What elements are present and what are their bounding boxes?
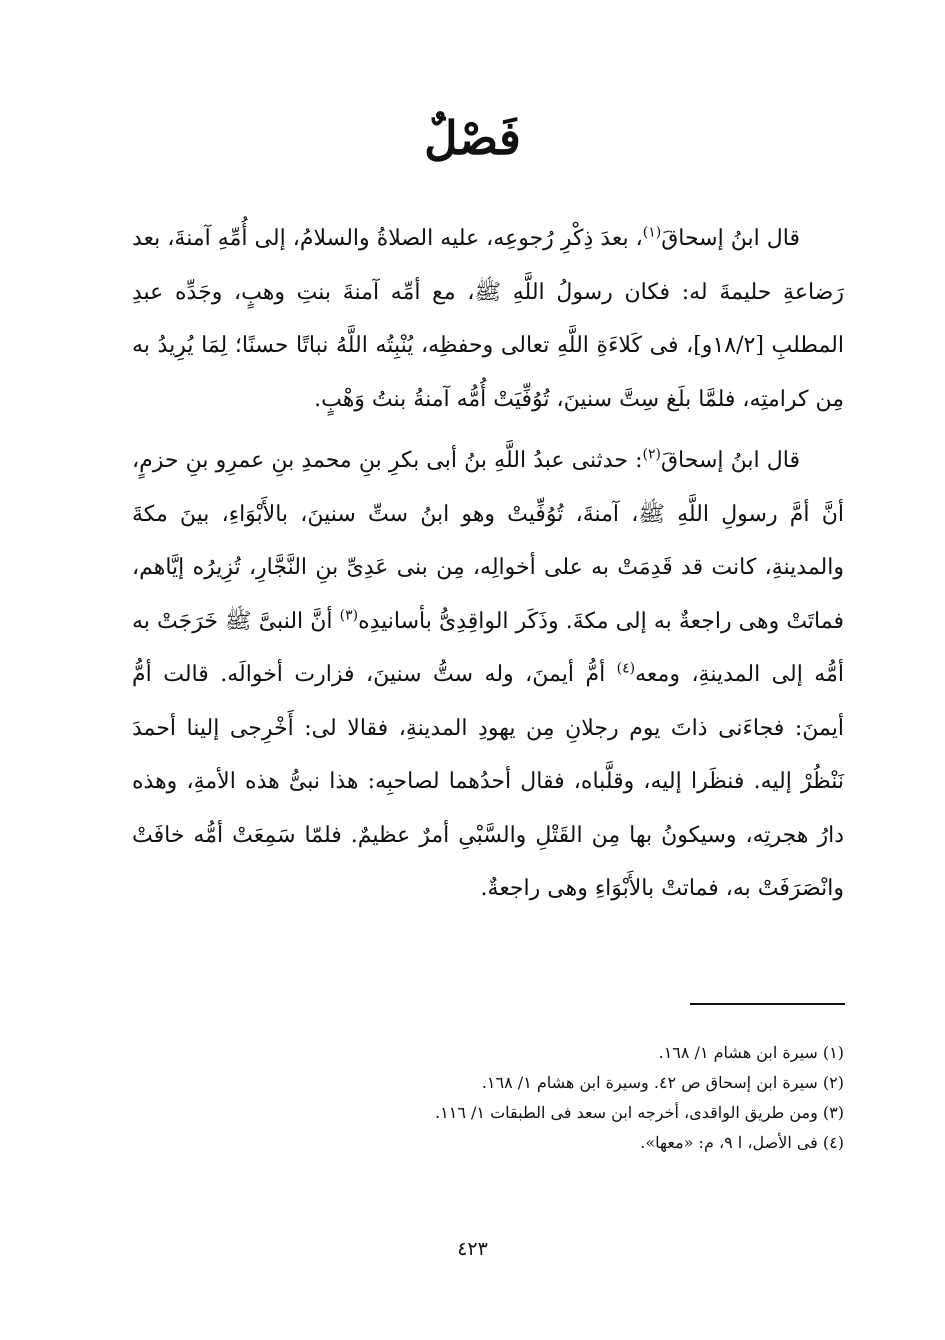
footnote-separator	[690, 1003, 845, 1005]
paragraph-2-text-b: : حدثنى عبدُ اللَّهِ بنُ أبى بكرِ بنِ محمدِ بنِ عمرِو بنِ حزمٍ، أنَّ أمَّ رسولِ اللَّهِ ﷺ، آمنةَ، تُوُفِّيتْ وهو ابنُ ستِّ سنينَ، بالأَبْوَاءِ، بينَ مكةَ والمدينةِ، كانت قد قَدِمَتْ به على أخوالِه، مِن بنى عَدِىِّ بنِ النَّجَّارِ، تُزِيرُه إيَّاهم، فماتَتْ وهى راجعةٌ به إلى مكةَ. وذَكَر الواقِدِىُّ بأسانيدِه	[132, 448, 844, 634]
paragraph-1-text-b: ، بعدَ ذِكْرِ رُجوعِه، عليه الصلاةُ والسلامُ، إلى أُمِّهِ آمنةَ، بعد رَضاعةِ حليمةَ له: فكان رسولُ اللَّهِ ﷺ، مع أمِّه آمنةَ بنتِ وهبٍ، وجَدِّه عبدِ المطلبِ [١٨/٢و]، فى كَلاءَةِ اللَّهِ تعالى وحفظِه، يُنْبِتُه اللَّهُ نباتًا حسنًا؛ لِمَا يُرِيدُ به مِن كرامتِه، فلمَّا بلَغ سِتَّ سنينَ، تُوُفِّيَتْ أُمُّه آمنةُ بنتُ وَهْبٍ.	[132, 226, 844, 412]
paragraph-2-text-c: أنَّ النبىَّ ﷺ خَرَجَتْ به أمُّه إلى المدينةِ، ومعه	[132, 608, 844, 687]
page-number: ٤٢٣	[457, 1238, 488, 1260]
paragraph-2-text-a: قال ابنُ إسحاقَ	[660, 448, 800, 473]
footnote-ref-3: (٣)	[339, 607, 359, 624]
paragraph-1-text-a: قال ابنُ إسحاقَ	[661, 226, 800, 251]
footnotes-list	[200, 1038, 844, 1158]
footnote-4: (٤) فى الأصل، ا ٩، م: «معها».	[640, 1133, 844, 1152]
footnote-ref-2: (٢)	[642, 446, 661, 463]
footnote-3: (٣) ومن طريق الواقدى، أخرجه ابن سعد فى الطبقات ١/ ١١٦.	[435, 1103, 844, 1122]
footnote-1: (١) سيرة ابن هشام ١/ ١٦٨.	[658, 1043, 844, 1062]
footnote-ref-1: (١)	[642, 224, 662, 241]
footnote-ref-4: (٤)	[616, 660, 636, 677]
section-title: فَصْلٌ	[424, 111, 521, 165]
paragraph-1	[132, 212, 844, 426]
footnote-2: (٢) سيرة ابن إسحاق ص ٤٢. وسيرة ابن هشام ١/ ١٦٨.	[481, 1073, 844, 1092]
paragraph-2-text-d: أمُّ أيمنَ، وله ستُّ سنينَ، فزارت أخوالَه. قالت أمُّ أيمنَ: فجاءَنى ذاتَ يوم رجلانِ مِن يهودِ المدينةِ، فقالا لى: أَخْرِجى إلينا أحمدَ نَنْظُرْ إليه. فنظَرا إليه، وقلَّباه، فقال أحدُهما لصاحبِه: هذا نبىُّ هذه الأمةِ، وهذه دارُ هجرتِه، وسيكونُ بها مِن القَتْلِ والسَّبْىِ أمرٌ عظيمٌ. فلمّا سَمِعَتْ أمُّه خافَتْ وانْصَرَفَتْ به، فماتتْ بالأَبْوَاءِ وهى راجعةٌ.	[132, 662, 844, 901]
paragraph-2	[132, 434, 844, 916]
main-text	[132, 212, 844, 916]
